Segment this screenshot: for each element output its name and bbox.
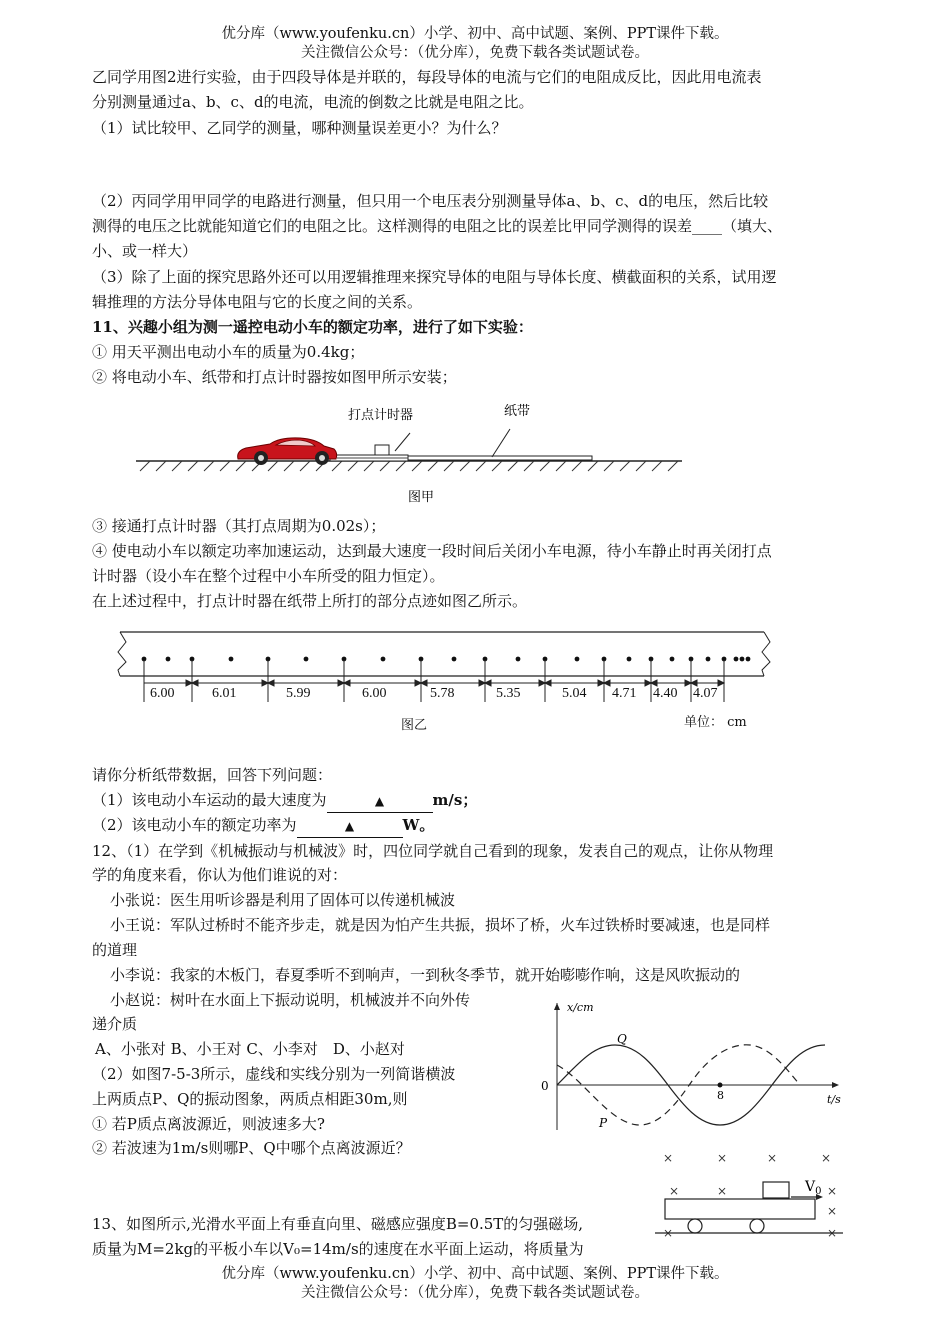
q11-answer-1 xyxy=(92,789,477,813)
svg-text:×: × xyxy=(717,1151,728,1165)
q10-text-2: 分别测量通过a、b、c、d的电流，电流的倒数之比就是电阻之比。 xyxy=(92,93,534,111)
ground xyxy=(136,461,682,471)
q12-zhao-1: 小赵说：树叶在水面上下振动说明，机械波并不向外传 xyxy=(110,991,471,1009)
q12-zhang: 小张说：医生用听诊器是利用了固体可以传递机械波 xyxy=(110,891,456,909)
q12-part-2c: ① 若P质点离波源近，则波速多大? xyxy=(92,1115,325,1133)
tape-value: 4.71 xyxy=(612,686,637,701)
q10-part-2b: 测得的电压之比就能知道它们的电阻之比。这样测得的电阻之比的误差比甲同学测得的误差____（填大、 xyxy=(92,217,783,235)
tape-value: 5.35 xyxy=(496,686,521,701)
q12-text-2: 学的角度来看，你认为他们谁说的对： xyxy=(92,866,348,884)
q10-part-3b: 辑推理的方法分导体电阻与它的长度之间的关系。 xyxy=(92,293,423,311)
svg-text:×: × xyxy=(717,1184,728,1198)
tape-value: 5.78 xyxy=(430,686,455,701)
q12-options: A、小张对 B、小王对 C、小李对 D、小赵对 xyxy=(95,1040,405,1058)
velocity-sub: 0 xyxy=(815,1186,822,1197)
timer-label: 打点计时器 xyxy=(348,408,414,423)
header-line-2: 关注微信公众号：（优分库），免费下载各类试题试卷。 xyxy=(301,45,649,61)
svg-text:×: × xyxy=(663,1226,674,1240)
footer-line-2: 关注微信公众号：（优分库），免费下载各类试题试卷。 xyxy=(301,1285,649,1301)
figure-car-setup xyxy=(130,395,690,510)
q12-li: 小李说：我家的木板门，春夏季听不到响声，一到秋冬季节，就开始嘭嘭作响，这是风吹振动的 xyxy=(110,966,741,984)
velocity-label xyxy=(804,1179,822,1197)
q11-title: 11、兴趣小组为测一遥控电动小车的额定功率，进行了如下实验： xyxy=(92,318,533,336)
tape-unit-label: 单位： cm xyxy=(684,715,747,730)
q11-answer-2-unit: W。 xyxy=(402,816,435,834)
svg-text:×: × xyxy=(827,1226,838,1240)
graph-x-label: t/s xyxy=(827,1093,841,1106)
tape-value: 6.00 xyxy=(362,686,387,701)
q12-wang-1: 小王说：军队过桥时不能齐步走，就是因为怕产生共振，损坏了桥，火车过铁桥时要减速，也是同样 xyxy=(110,916,771,934)
q12-zhao-2: 递介质 xyxy=(92,1015,138,1033)
footer-line-1: 优分库（www.youfenku.cn）小学、初中、高中试题、案例、PPT课件下载。 xyxy=(221,1266,729,1282)
timer-block xyxy=(375,445,389,455)
graph-p-label: P xyxy=(599,1116,608,1130)
flat-cart-board xyxy=(665,1199,815,1219)
q11-step-5: 在上述过程中，打点计时器在纸带上所打的部分点迹如图乙所示。 xyxy=(92,592,528,610)
q10-text-1: 乙同学用图2进行实验，由于四段导体是并联的，每段导体的电流与它们的电阻成反比，因此用电流表 xyxy=(92,68,762,86)
q12-part-2d: ② 若波速为1m/s则哪P、Q中哪个点离波源近？ xyxy=(92,1139,411,1157)
tape-value: 6.01 xyxy=(212,686,237,701)
q11-answer-1-text: （1）该电动小车运动的最大速度为 xyxy=(92,791,327,809)
figure-jia-caption: 图甲 xyxy=(408,490,435,505)
q11-ask: 请你分析纸带数据，回答下列问题： xyxy=(92,766,333,784)
q12-text-1: 12、（1）在学到《机械振动与机械波》时，四位同学就自己看到的现象，发表自己的观点，让你从物理 xyxy=(92,842,774,860)
q12-wang-2: 的道理 xyxy=(92,941,138,959)
q13-text-1: 13、如图所示,光滑水平面上有垂直向里、磁感应强度B=0.5T的匀强磁场, xyxy=(92,1215,584,1233)
q11-answer-2-text: （2）该电动小车的额定功率为 xyxy=(92,816,297,834)
answer-blank-1[interactable]: ▲ xyxy=(327,790,433,813)
velocity-v: V xyxy=(805,1179,816,1195)
q11-answer-1-unit: m/s； xyxy=(432,791,478,809)
tape-value: 4.07 xyxy=(693,686,718,701)
figure-yi-caption: 图乙 xyxy=(401,718,428,733)
graph-y-label: x/cm xyxy=(567,1001,594,1014)
q10-part-2c: 小、或一样大） xyxy=(92,242,198,260)
tape-pointer xyxy=(492,429,510,457)
svg-text:×: × xyxy=(827,1184,838,1198)
q11-step-4b: 计时器（设小车在整个过程中小车所受的阻力恒定）。 xyxy=(92,567,445,585)
svg-text:×: × xyxy=(821,1151,832,1165)
q12-part-2b: 上两质点P、Q的振动图象，两质点相距30m,则 xyxy=(92,1090,408,1108)
tape-value: 5.99 xyxy=(286,686,311,701)
q10-part-1: （1）试比较甲、乙同学的测量，哪种测量误差更小？为什么？ xyxy=(92,119,507,137)
tape-dots xyxy=(142,657,751,662)
q13-text-2: 质量为M=2kg的平板小车以V₀=14m/s的速度在水平面上运动，将质量为 xyxy=(92,1240,584,1258)
q11-answer-2 xyxy=(92,814,434,838)
graph-q-label: Q xyxy=(617,1032,627,1046)
svg-text:×: × xyxy=(663,1151,674,1165)
timer-pointer xyxy=(395,433,410,451)
small-block xyxy=(763,1182,789,1198)
tape-label: 纸带 xyxy=(504,404,531,419)
q11-step-4a: ④ 使电动小车以额定功率加速运动，达到最大速度一段时间后关闭小车电源，待小车静止时再关闭打点 xyxy=(92,542,772,560)
tape-value: 4.40 xyxy=(653,686,678,701)
tape-value: 6.00 xyxy=(150,686,175,701)
answer-blank-2[interactable]: ▲ xyxy=(297,815,403,838)
graph-tick-8: 8 xyxy=(717,1089,724,1102)
q10-part-2a: （2）丙同学用甲同学的电路进行测量，但只用一个电压表分别测量导体a、b、c、d的电压，然后比较 xyxy=(92,192,769,210)
q11-step-2: ② 将电动小车、纸带和打点计时器按如图甲所示安装； xyxy=(92,368,457,386)
q11-step-1: ① 用天平测出电动小车的质量为0.4kg； xyxy=(92,343,365,361)
svg-text:×: × xyxy=(767,1151,778,1165)
header-line-1: 优分库（www.youfenku.cn）小学、初中、高中试题、案例、PPT课件下载。 xyxy=(221,26,729,42)
tape-value: 5.04 xyxy=(562,686,587,701)
q12-part-2a: （2）如图7-5-3所示，虚线和实线分别为一列简谐横波 xyxy=(92,1065,456,1083)
graph-origin: 0 xyxy=(541,1079,549,1093)
figure-magnetic-cart xyxy=(655,1145,845,1245)
svg-text:×: × xyxy=(827,1204,838,1218)
q10-part-3a: （3）除了上面的探究思路外还可以用逻辑推理来探究导体的电阻与导体长度、横截面积的关系，试用逻 xyxy=(92,268,777,286)
svg-text:×: × xyxy=(669,1184,680,1198)
figure-vibration-graph xyxy=(535,995,845,1135)
q11-step-3: ③ 接通打点计时器（其打点周期为0.02s）； xyxy=(92,517,386,535)
